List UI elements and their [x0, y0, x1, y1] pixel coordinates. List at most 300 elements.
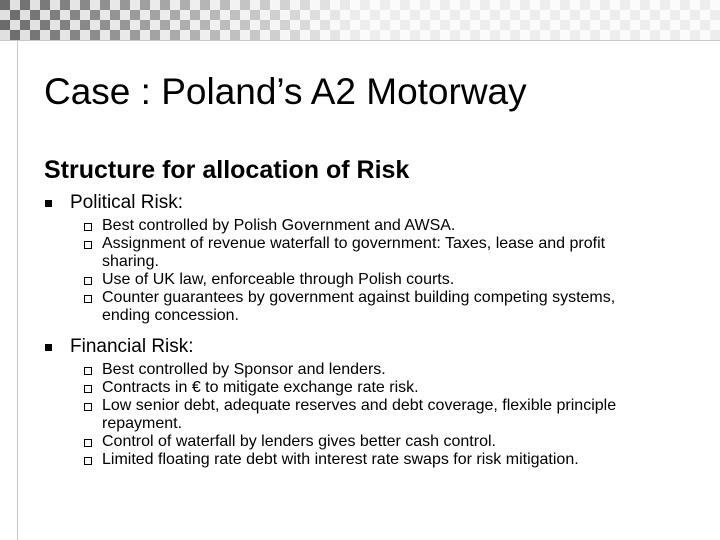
checker-cell: [400, 20, 410, 30]
checker-cell: [490, 0, 500, 10]
checker-cell: [120, 10, 130, 20]
checker-cell: [290, 10, 300, 20]
checker-cell: [700, 30, 710, 40]
checker-cell: [80, 30, 90, 40]
checker-cell: [420, 20, 430, 30]
hollow-square-bullet-icon: [84, 367, 92, 375]
checker-cell: [230, 30, 240, 40]
checker-cell: [710, 10, 720, 20]
checker-cell: [360, 30, 370, 40]
checker-cell: [320, 20, 330, 30]
checker-cell: [690, 10, 700, 20]
checker-cell: [70, 30, 80, 40]
checker-cell: [700, 0, 710, 10]
checker-cell: [180, 30, 190, 40]
hollow-square-bullet-icon: [84, 439, 92, 447]
checker-cell: [10, 0, 20, 10]
checker-cell: [50, 10, 60, 20]
checker-cell: [690, 0, 700, 10]
hollow-square-bullet-icon: [84, 403, 92, 411]
checker-cell: [120, 20, 130, 30]
checker-cell: [240, 10, 250, 20]
checker-cell: [350, 30, 360, 40]
list-item-text: Limited floating rate debt with interest rate swaps for risk mitigation.: [102, 451, 579, 468]
checker-cell: [650, 30, 660, 40]
checker-cell: [530, 0, 540, 10]
checker-cell: [210, 0, 220, 10]
checker-cell: [180, 10, 190, 20]
checker-cell: [150, 10, 160, 20]
checker-cell: [620, 10, 630, 20]
checker-cell: [190, 0, 200, 10]
checker-cell: [260, 0, 270, 10]
checker-cell: [670, 20, 680, 30]
checker-cell: [590, 0, 600, 10]
checker-cell: [660, 20, 670, 30]
checker-cell: [550, 20, 560, 30]
checker-cell: [690, 30, 700, 40]
checker-cell: [0, 0, 10, 10]
checker-cell: [160, 20, 170, 30]
checker-cell: [90, 10, 100, 20]
checker-cell: [640, 20, 650, 30]
checker-cell: [470, 20, 480, 30]
checker-cell: [560, 30, 570, 40]
checker-cell: [260, 20, 270, 30]
checker-cell: [270, 30, 280, 40]
checker-cell: [410, 30, 420, 40]
checker-cell: [100, 20, 110, 30]
checker-cell: [680, 0, 690, 10]
checker-cell: [370, 30, 380, 40]
checker-cell: [400, 30, 410, 40]
checker-cell: [450, 10, 460, 20]
checker-cell: [130, 30, 140, 40]
checker-cell: [50, 30, 60, 40]
checker-cell: [220, 20, 230, 30]
checker-cell: [320, 10, 330, 20]
checker-cell: [270, 0, 280, 10]
checker-cell: [170, 30, 180, 40]
checker-cell: [600, 30, 610, 40]
checker-cell: [80, 10, 90, 20]
checker-cell: [220, 10, 230, 20]
checker-cell: [60, 20, 70, 30]
slide-content: [44, 191, 694, 479]
checker-cell: [110, 20, 120, 30]
checker-cell: [520, 30, 530, 40]
checker-cell: [650, 0, 660, 10]
checker-cell: [220, 30, 230, 40]
checker-cell: [180, 0, 190, 10]
checker-cell: [500, 10, 510, 20]
checker-cell: [640, 30, 650, 40]
checker-cell: [100, 30, 110, 40]
checker-cell: [270, 10, 280, 20]
checker-cell: [610, 30, 620, 40]
checker-cell: [540, 30, 550, 40]
checker-cell: [300, 30, 310, 40]
checker-cell: [580, 20, 590, 30]
checker-cell: [440, 10, 450, 20]
list-item: [84, 433, 694, 451]
checker-cell: [170, 10, 180, 20]
checker-cell: [640, 0, 650, 10]
decorative-checker-pattern: [0, 0, 720, 40]
checker-cell: [350, 0, 360, 10]
checker-cell: [550, 10, 560, 20]
checker-cell: [420, 30, 430, 40]
hollow-square-bullet-icon: [84, 223, 92, 231]
list-item: [84, 235, 694, 271]
checker-cell: [610, 20, 620, 30]
checker-cell: [110, 0, 120, 10]
checker-cell: [210, 30, 220, 40]
political-risk-heading: Political Risk:: [70, 192, 183, 213]
checker-cell: [0, 10, 10, 20]
checker-cell: [390, 20, 400, 30]
checker-cell: [710, 0, 720, 10]
checker-cell: [420, 0, 430, 10]
list-item-text: Best controlled by Sponsor and lenders.: [102, 361, 386, 378]
checker-cell: [450, 20, 460, 30]
checker-cell: [670, 0, 680, 10]
checker-cell: [490, 20, 500, 30]
checker-cell: [430, 20, 440, 30]
section-heading: [44, 191, 694, 214]
checker-cell: [470, 10, 480, 20]
checker-cell: [160, 10, 170, 20]
checker-cell: [440, 20, 450, 30]
checker-cell: [370, 20, 380, 30]
checker-cell: [500, 0, 510, 10]
checker-cell: [10, 10, 20, 20]
square-bullet-icon: [45, 344, 52, 351]
checker-cell: [620, 30, 630, 40]
checker-cell: [20, 20, 30, 30]
checker-cell: [170, 0, 180, 10]
list-item-text: Contracts in € to mitigate exchange rate risk.: [102, 379, 419, 396]
checker-cell: [220, 0, 230, 10]
checker-cell: [420, 10, 430, 20]
financial-risk-section: [44, 335, 694, 469]
checker-cell: [600, 0, 610, 10]
checker-cell: [150, 0, 160, 10]
square-bullet-icon: [45, 200, 52, 207]
top-rule: [0, 40, 720, 41]
checker-cell: [310, 0, 320, 10]
checker-cell: [500, 20, 510, 30]
checker-cell: [530, 20, 540, 30]
checker-cell: [340, 10, 350, 20]
checker-cell: [80, 0, 90, 10]
checker-cell: [400, 0, 410, 10]
checker-cell: [460, 10, 470, 20]
checker-cell: [690, 20, 700, 30]
checker-cell: [140, 10, 150, 20]
checker-cell: [480, 0, 490, 10]
checker-cell: [560, 20, 570, 30]
checker-cell: [380, 0, 390, 10]
checker-cell: [50, 0, 60, 10]
checker-cell: [670, 30, 680, 40]
checker-cell: [120, 30, 130, 40]
checker-cell: [580, 0, 590, 10]
slide-title: Case : Poland’s A2 Motorway: [44, 71, 527, 112]
checker-cell: [590, 30, 600, 40]
checker-cell: [250, 30, 260, 40]
checker-cell: [210, 10, 220, 20]
checker-cell: [170, 20, 180, 30]
checker-cell: [520, 10, 530, 20]
list-item-text: Counter guarantees by government against building competing systems, ending concession.: [102, 289, 616, 324]
checker-cell: [90, 0, 100, 10]
checker-cell: [680, 30, 690, 40]
checker-cell: [630, 10, 640, 20]
checker-cell: [340, 0, 350, 10]
checker-cell: [110, 30, 120, 40]
checker-cell: [400, 10, 410, 20]
checker-cell: [40, 20, 50, 30]
checker-cell: [520, 20, 530, 30]
checker-cell: [130, 20, 140, 30]
checker-cell: [250, 10, 260, 20]
list-item: [84, 289, 694, 325]
checker-cell: [710, 30, 720, 40]
checker-cell: [250, 20, 260, 30]
checker-cell: [70, 0, 80, 10]
checker-cell: [150, 20, 160, 30]
checker-cell: [380, 20, 390, 30]
checker-cell: [190, 10, 200, 20]
checker-cell: [430, 10, 440, 20]
hollow-square-bullet-icon: [84, 295, 92, 303]
checker-cell: [200, 10, 210, 20]
checker-cell: [510, 20, 520, 30]
checker-cell: [360, 0, 370, 10]
checker-cell: [100, 10, 110, 20]
checker-cell: [10, 20, 20, 30]
checker-cell: [610, 0, 620, 10]
checker-cell: [280, 0, 290, 10]
checker-cell: [270, 20, 280, 30]
checker-cell: [650, 10, 660, 20]
checker-cell: [330, 0, 340, 10]
checker-cell: [430, 0, 440, 10]
checker-cell: [550, 30, 560, 40]
hollow-square-bullet-icon: [84, 457, 92, 465]
checker-cell: [290, 20, 300, 30]
checker-cell: [570, 20, 580, 30]
hollow-square-bullet-icon: [84, 385, 92, 393]
checker-cell: [650, 20, 660, 30]
checker-cell: [630, 0, 640, 10]
checker-cell: [40, 30, 50, 40]
checker-cell: [300, 0, 310, 10]
checker-cell: [340, 20, 350, 30]
checker-cell: [190, 30, 200, 40]
checker-cell: [300, 20, 310, 30]
checker-cell: [530, 10, 540, 20]
checker-cell: [480, 10, 490, 20]
checker-cell: [40, 0, 50, 10]
checker-cell: [350, 20, 360, 30]
checker-cell: [470, 30, 480, 40]
checker-cell: [230, 0, 240, 10]
checker-cell: [680, 10, 690, 20]
list-item: [84, 451, 694, 469]
checker-cell: [570, 10, 580, 20]
checker-cell: [450, 30, 460, 40]
checker-cell: [540, 20, 550, 30]
checker-cell: [100, 0, 110, 10]
checker-cell: [210, 20, 220, 30]
checker-cell: [310, 10, 320, 20]
checker-cell: [340, 30, 350, 40]
checker-cell: [30, 30, 40, 40]
checker-cell: [470, 0, 480, 10]
checker-cell: [80, 20, 90, 30]
list-item: [84, 271, 694, 289]
checker-cell: [280, 30, 290, 40]
checker-cell: [580, 10, 590, 20]
checker-cell: [480, 20, 490, 30]
checker-cell: [320, 0, 330, 10]
checker-cell: [60, 30, 70, 40]
checker-cell: [200, 30, 210, 40]
checker-cell: [550, 0, 560, 10]
checker-cell: [320, 30, 330, 40]
checker-cell: [260, 30, 270, 40]
checker-cell: [60, 10, 70, 20]
hollow-square-bullet-icon: [84, 277, 92, 285]
checker-cell: [20, 10, 30, 20]
checker-cell: [460, 0, 470, 10]
checker-cell: [670, 10, 680, 20]
checker-cell: [570, 0, 580, 10]
checker-cell: [110, 10, 120, 20]
checker-cell: [540, 10, 550, 20]
checker-cell: [440, 30, 450, 40]
checker-cell: [700, 10, 710, 20]
checker-cell: [330, 30, 340, 40]
checker-cell: [480, 30, 490, 40]
checker-cell: [380, 30, 390, 40]
checker-cell: [30, 20, 40, 30]
checker-cell: [0, 30, 10, 40]
checker-cell: [40, 10, 50, 20]
checker-cell: [540, 0, 550, 10]
checker-cell: [590, 10, 600, 20]
checker-cell: [510, 30, 520, 40]
checker-cell: [390, 10, 400, 20]
checker-cell: [290, 0, 300, 10]
checker-cell: [630, 30, 640, 40]
checker-cell: [290, 30, 300, 40]
checker-cell: [520, 0, 530, 10]
checker-cell: [370, 0, 380, 10]
checker-cell: [700, 20, 710, 30]
checker-cell: [660, 30, 670, 40]
checker-cell: [490, 30, 500, 40]
checker-cell: [60, 0, 70, 10]
checker-cell: [250, 0, 260, 10]
checker-cell: [20, 30, 30, 40]
checker-cell: [600, 20, 610, 30]
checker-cell: [460, 30, 470, 40]
list-item-text: Control of waterfall by lenders gives better cash control.: [102, 433, 496, 450]
checker-cell: [680, 20, 690, 30]
checker-cell: [70, 20, 80, 30]
checker-cell: [590, 20, 600, 30]
checker-cell: [0, 20, 10, 30]
checker-cell: [330, 20, 340, 30]
checker-cell: [560, 10, 570, 20]
section-heading: [44, 335, 694, 358]
checker-cell: [160, 0, 170, 10]
checker-cell: [620, 20, 630, 30]
checker-cell: [660, 10, 670, 20]
checker-cell: [180, 20, 190, 30]
checker-cell: [240, 30, 250, 40]
checker-cell: [120, 0, 130, 10]
checker-cell: [90, 20, 100, 30]
checker-cell: [460, 20, 470, 30]
checker-cell: [230, 20, 240, 30]
list-item: [84, 397, 694, 433]
checker-cell: [130, 10, 140, 20]
checker-cell: [410, 20, 420, 30]
checker-cell: [30, 10, 40, 20]
checker-cell: [200, 0, 210, 10]
checker-cell: [560, 0, 570, 10]
checker-cell: [330, 10, 340, 20]
checker-cell: [20, 0, 30, 10]
checker-cell: [640, 10, 650, 20]
list-item-text: Low senior debt, adequate reserves and debt coverage, flexible principle repayment.: [102, 397, 617, 432]
checker-cell: [410, 0, 420, 10]
checker-cell: [190, 20, 200, 30]
list-item-text: Assignment of revenue waterfall to government: Taxes, lease and profit sharing.: [102, 235, 606, 270]
list-item: [84, 217, 694, 235]
checker-cell: [710, 20, 720, 30]
checker-cell: [440, 0, 450, 10]
checker-cell: [530, 30, 540, 40]
checker-cell: [70, 10, 80, 20]
checker-cell: [580, 30, 590, 40]
checker-cell: [450, 0, 460, 10]
checker-cell: [360, 10, 370, 20]
checker-cell: [150, 30, 160, 40]
checker-cell: [240, 20, 250, 30]
checker-cell: [280, 10, 290, 20]
checker-cell: [370, 10, 380, 20]
checker-cell: [660, 0, 670, 10]
checker-cell: [430, 30, 440, 40]
checker-cell: [390, 30, 400, 40]
checker-cell: [310, 30, 320, 40]
checker-cell: [260, 10, 270, 20]
checker-cell: [230, 10, 240, 20]
checker-cell: [570, 30, 580, 40]
checker-cell: [510, 10, 520, 20]
checker-cell: [200, 20, 210, 30]
checker-cell: [500, 30, 510, 40]
checker-cell: [380, 10, 390, 20]
list-item: [84, 379, 694, 397]
checker-cell: [10, 30, 20, 40]
left-rule: [17, 40, 18, 540]
